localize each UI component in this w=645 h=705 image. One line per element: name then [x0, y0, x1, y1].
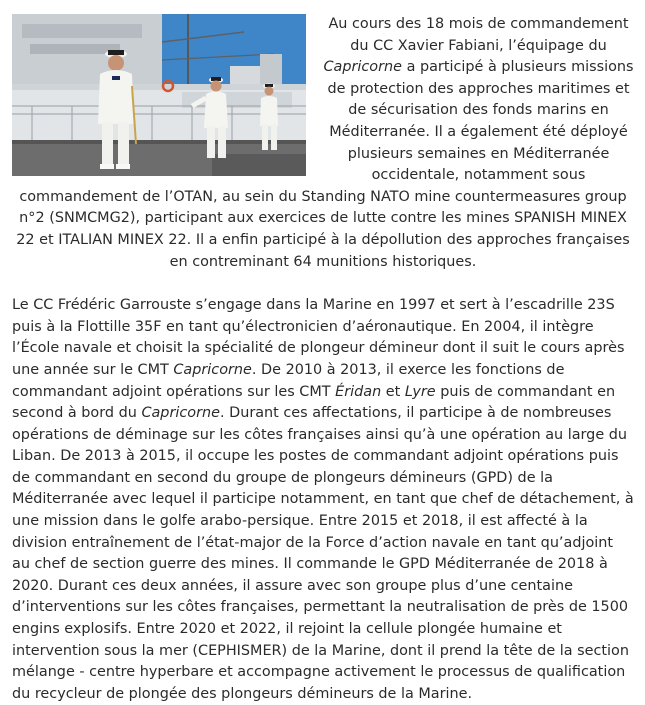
ceremony-photo	[12, 14, 306, 176]
paragraph2-text-5: . Durant ces affectations, il participe à de nombreuses opérations de déminage sur les côtes françaises ainsi qu’à une opération au large du Liban. De 2013 à 2015, il occupe les postes de commandant adjoint opérations puis de commandant en second du groupe de plongeurs démineurs (GPD) de la Méditerranée avec lequel il participe notamment, en tant que chef de détachement, à une mission dans le golfe arabo-persique. Entre 2015 et 2018, il est affecté à la division entraînement de l’état-major de la Force d’action navale en tant qu’adjoint au chef de section guerre des mines. Il commande le GPD Méditerranée de 2018 à 2020. Durant ces deux années, il assure avec son groupe plus d’une centaine d’interventions sur les côtes françaises, permettant la neutralisation de près de 1500 engins explosifs. Entre 2020 et 2022, il rejoint la cellule plongée humaine et intervention sous la mer (CEPHISMER) de la Marine, dont il prend la tête de la section mélange - centre hyperbare et accompagne activement le processus de qualification du recycleur de plongée des plongeurs démineurs de la Marine.	[12, 405, 634, 702]
paragraph2-text-4: puis de commandant en second à bord du	[12, 383, 616, 422]
article	[12, 14, 634, 705]
paragraph-biography	[12, 295, 634, 705]
paragraph2-text-2: . De 2010 à 2013, il exerce les fonctions de commandant adjoint opérations sur les CMT	[12, 361, 565, 400]
ship-name-capricorne: Capricorne	[141, 405, 220, 422]
paragraph2-text-1: Le CC Frédéric Garrouste s’engage dans la Marine en 1997 et sert à l’escadrille 23S puis à la Flottille 35F en tant qu’électronicien d’aéronautique. En 2004, il intègre l’École navale et choisit la spécialité de plongeur démineur dont il suit le cours après une année sur le CMT	[12, 297, 625, 378]
ship-name-capricorne: Capricorne	[173, 361, 252, 378]
paragraph1-text-1: Au cours des 18 mois de commandement du CC Xavier Fabiani, l’équipage du	[328, 16, 629, 54]
paragraph2-text-3: et	[381, 383, 405, 400]
ship-name-eridan: Éridan	[335, 383, 382, 400]
ship-name-lyre: Lyre	[404, 383, 436, 400]
paragraph1-text-2: a participé à plusieurs missions de protection des approches maritimes et de sécurisation des fonds marins en Méditerranée. Il a également été déployé plusieurs semaines en Méditerranée occidentale, notamment sous commandement de l’OTAN, au sein du Standing NATO mine countermeasures group n°2 (SNMCMG2), participant aux exercices de lutte contre les mines SPANISH MINEX 22 et ITALIAN MINEX 22. Il a enfin participé à la dépollution des approches françaises en contreminant 64 munitions historiques.	[16, 59, 634, 270]
ship-name-capricorne: Capricorne	[323, 59, 403, 76]
ceremony-photo-image	[12, 14, 306, 176]
